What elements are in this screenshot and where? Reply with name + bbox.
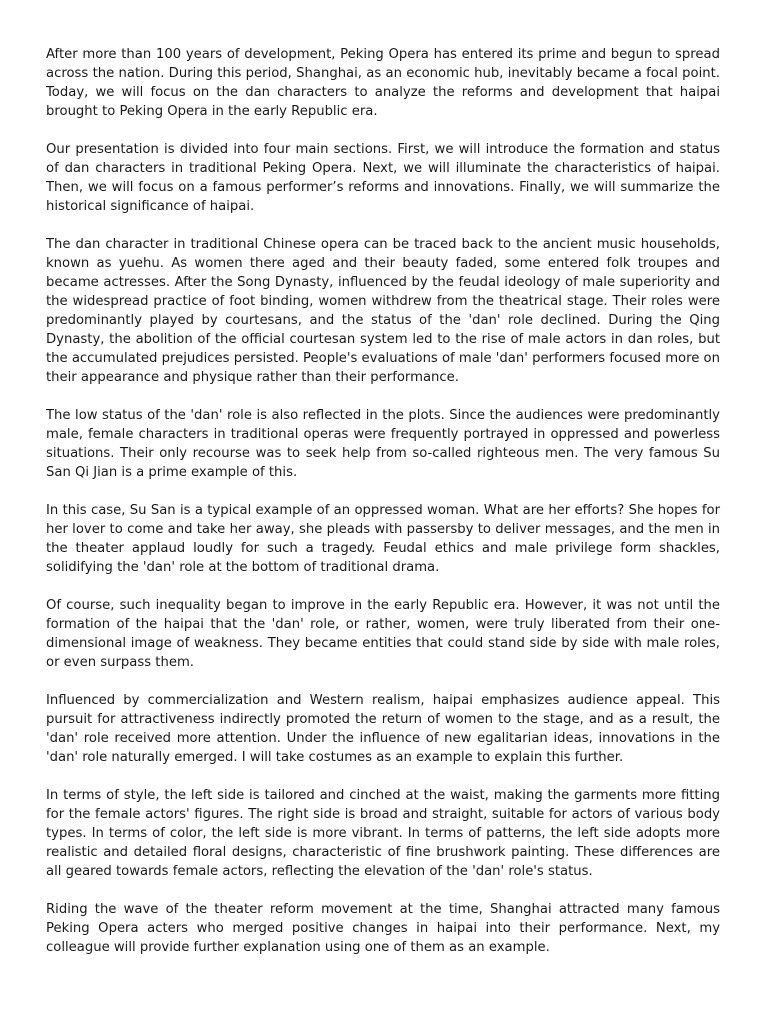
paragraph-8: In terms of style, the left side is tailored and cinched at the waist, making the garments more fitting for the female actors' figures. The right side is broad and straight, suitable for actors of various body types. In terms of color, the left side is more vibrant. In terms of patterns, the left side adopts more realistic and detailed floral designs, characteristic of fine brushwork painting. These differences are all geared towards female actors, reflecting the elevation of the 'dan' role's status.	[46, 788, 720, 879]
paragraph-6: Of course, such inequality began to improve in the early Republic era. However, it was not until the formation of the haipai that the 'dan' role, or rather, women, were truly liberated from their one-dimensional image of weakness. They became entities that could stand side by side with male roles, or even surpass them.	[46, 598, 720, 670]
paragraph-9: Riding the wave of the theater reform movement at the time, Shanghai attracted many famous Peking Opera acters who merged positive changes in haipai into their performance. Next, my colleague will provide further explanation using one of them as an example.	[46, 902, 720, 955]
paragraph-2: Our presentation is divided into four main sections. First, we will introduce the formation and status of dan characters in traditional Peking Opera. Next, we will illuminate the characteristics of haipai. Then, we will focus on a famous performer’s reforms and innovations. Finally, we will summarize the historical significance of haipai.	[46, 142, 720, 214]
paragraph-4: The low status of the 'dan' role is also reflected in the plots. Since the audiences were predominantly male, female characters in traditional operas were frequently portrayed in oppressed and powerless situations. Their only recourse was to seek help from so-called righteous men. The very famous Su San Qi Jian is a prime example of this.	[46, 408, 720, 480]
paragraph-5: In this case, Su San is a typical example of an oppressed woman. What are her efforts? She hopes for her lover to come and take her away, she pleads with passersby to deliver messages, and the men in the theater applaud loudly for such a tragedy. Feudal ethics and male privilege form shackles, solidifying the 'dan' role at the bottom of traditional drama.	[46, 503, 720, 575]
document-body	[46, 45, 720, 957]
paragraph-7: Influenced by commercialization and Western realism, haipai emphasizes audience appeal. This pursuit for attractiveness indirectly promoted the return of women to the stage, and as a result, the 'dan' role received more attention. Under the influence of new egalitarian ideas, innovations in the 'dan' role naturally emerged. I will take costumes as an example to explain this further.	[46, 693, 720, 765]
paragraph-3: The dan character in traditional Chinese opera can be traced back to the ancient music households, known as yuehu. As women there aged and their beauty faded, some entered folk troupes and became actresses. After the Song Dynasty, influenced by the feudal ideology of male superiority and the widespread practice of foot binding, women withdrew from the theatrical stage. Their roles were predominantly played by courtesans, and the status of the 'dan' role declined. During the Qing Dynasty, the abolition of the official courtesan system led to the rise of male actors in dan roles, but the accumulated prejudices persisted. People's evaluations of male 'dan' performers focused more on their appearance and physique rather than their performance.	[46, 237, 720, 385]
paragraph-1: After more than 100 years of development, Peking Opera has entered its prime and begun to spread across the nation. During this period, Shanghai, as an economic hub, inevitably became a focal point. Today, we will focus on the dan characters to analyze the reforms and development that haipai brought to Peking Opera in the early Republic era.	[46, 47, 720, 119]
